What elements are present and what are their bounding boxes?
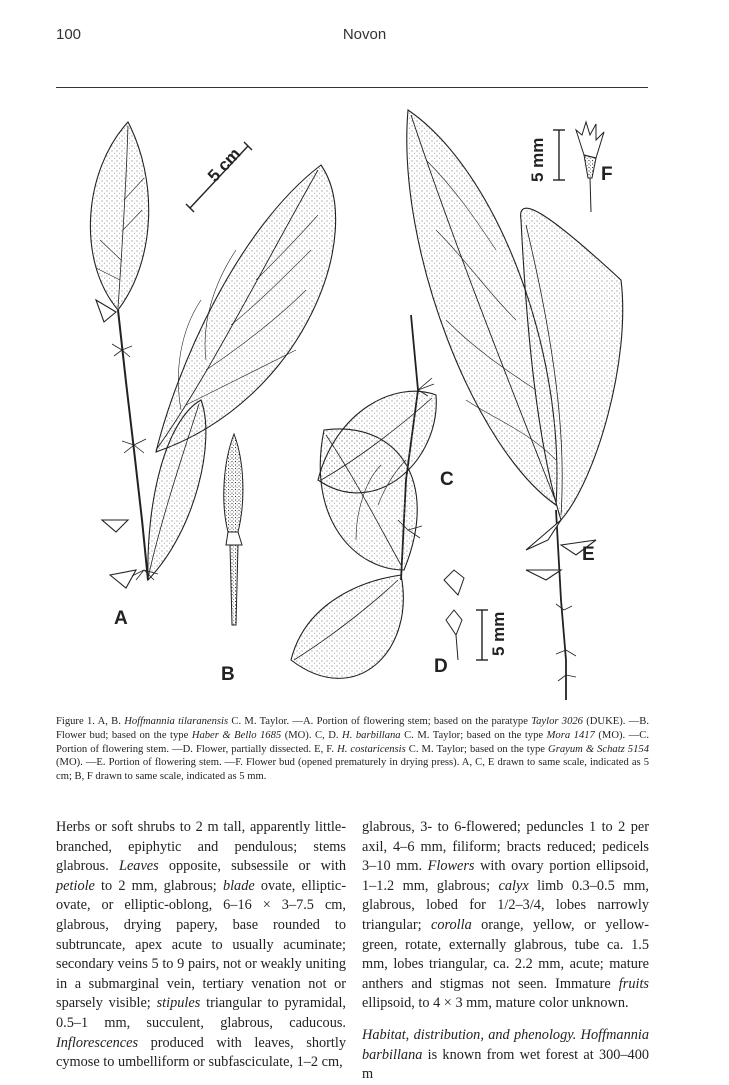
specimen-c-drawing: [291, 315, 436, 678]
specimen-a-drawing: [90, 122, 335, 588]
journal-title: Novon: [342, 26, 387, 43]
label-d: D: [434, 656, 448, 677]
figure-caption: Figure 1. A, B. Hoffmannia tilaranensis C. M. Taylor. —A. Portion of flowering stem; based on the paratype Taylor 3026 (DUKE). —B. Flower bud; based on the type Haber & Bello 1685 (MO). C, D. H. barbillana C. M. Taylor; based on the type Mora 1417 (MO). —C. Portion of flowering stem. —D. Flower, partially dissected. E, F. H. costaricensis C. M. Taylor; based on the type Grayum & Schatz 5154 (MO). —E. Portion of flowering stem. —F. Flower bud (opened prematurely in drying press). A, C, E drawn to same scale, indicated as 5 cm; B, F drawn to same scale, indicated as 5 mm.: [56, 716, 649, 783]
scale-bar-5cm: [186, 142, 252, 212]
specimen-d-drawing: [444, 570, 464, 660]
label-c: C: [440, 469, 454, 490]
page-number: 100: [56, 26, 82, 43]
label-b: B: [221, 664, 235, 685]
scale-label-cm: 5 cm: [204, 144, 245, 186]
habitat-paragraph: Habitat, distribution, and phenology. Hoffmannia barbillana is known from wet forest at 300–400 m: [362, 1026, 649, 1083]
scale-label-mm-d: 5 mm: [489, 611, 508, 656]
header-rule: [56, 87, 648, 88]
scale-label-mm-f: 5 mm: [528, 137, 547, 182]
description-paragraph: Herbs or soft shrubs to 2 m tall, apparently little-branched, epiphytic and pendulous; stems glabrous. Leaves opposite, subsessile or with petiole to 2 mm, glabrous; blade ovate, elliptic-ovate, or elliptic-oblong, 6–16 × 3–7.5 cm, glabrous, drying papery, base rounded to subtruncate, apex acute to usually acuminate; secondary veins 5 to 9 pairs, not or weakly uniting in a submarginal vein, tertiary venation not or sparsely visible; stipules triangular to pyramidal, 0.5–1 mm, succulent, glabrous, caducous. Inflorescences produced with leaves, shortly cymose to umbelliform or subfasciculate, 1–2 cm,: [56, 819, 346, 1071]
specimen-f-drawing: [576, 122, 604, 212]
label-e: E: [582, 544, 595, 565]
botanical-plate: [56, 100, 649, 712]
body-column-right: [362, 818, 649, 1085]
label-a: A: [114, 608, 128, 629]
scale-bar-5mm-f: [528, 130, 565, 182]
label-f: F: [601, 164, 613, 185]
body-column-left: [56, 818, 346, 1073]
scale-bar-5mm-d: [476, 610, 508, 660]
description-paragraph-cont: glabrous, 3- to 6-flowered; peduncles 1 to 2 per axil, 4–6 mm, filiform; bracts reduced; pedicels 3–10 mm. Flowers with ovary portion ellipsoid, 1–1.2 mm, glabrous; calyx limb 0.3–0.5 mm, glabrous, lobed for 1/2–3/4, lobes narrowly triangular; corolla orange, yellow, or yellow-green, rotate, externally glabrous, tube ca. 1.5 mm, lobes triangular, ca. 2.2 mm, acute; mature anthers and stigmas not seen. Immature fruits ellipsoid, to 4 × 3 mm, mature color unknown.: [362, 819, 649, 1012]
specimen-b-drawing: [224, 434, 243, 625]
